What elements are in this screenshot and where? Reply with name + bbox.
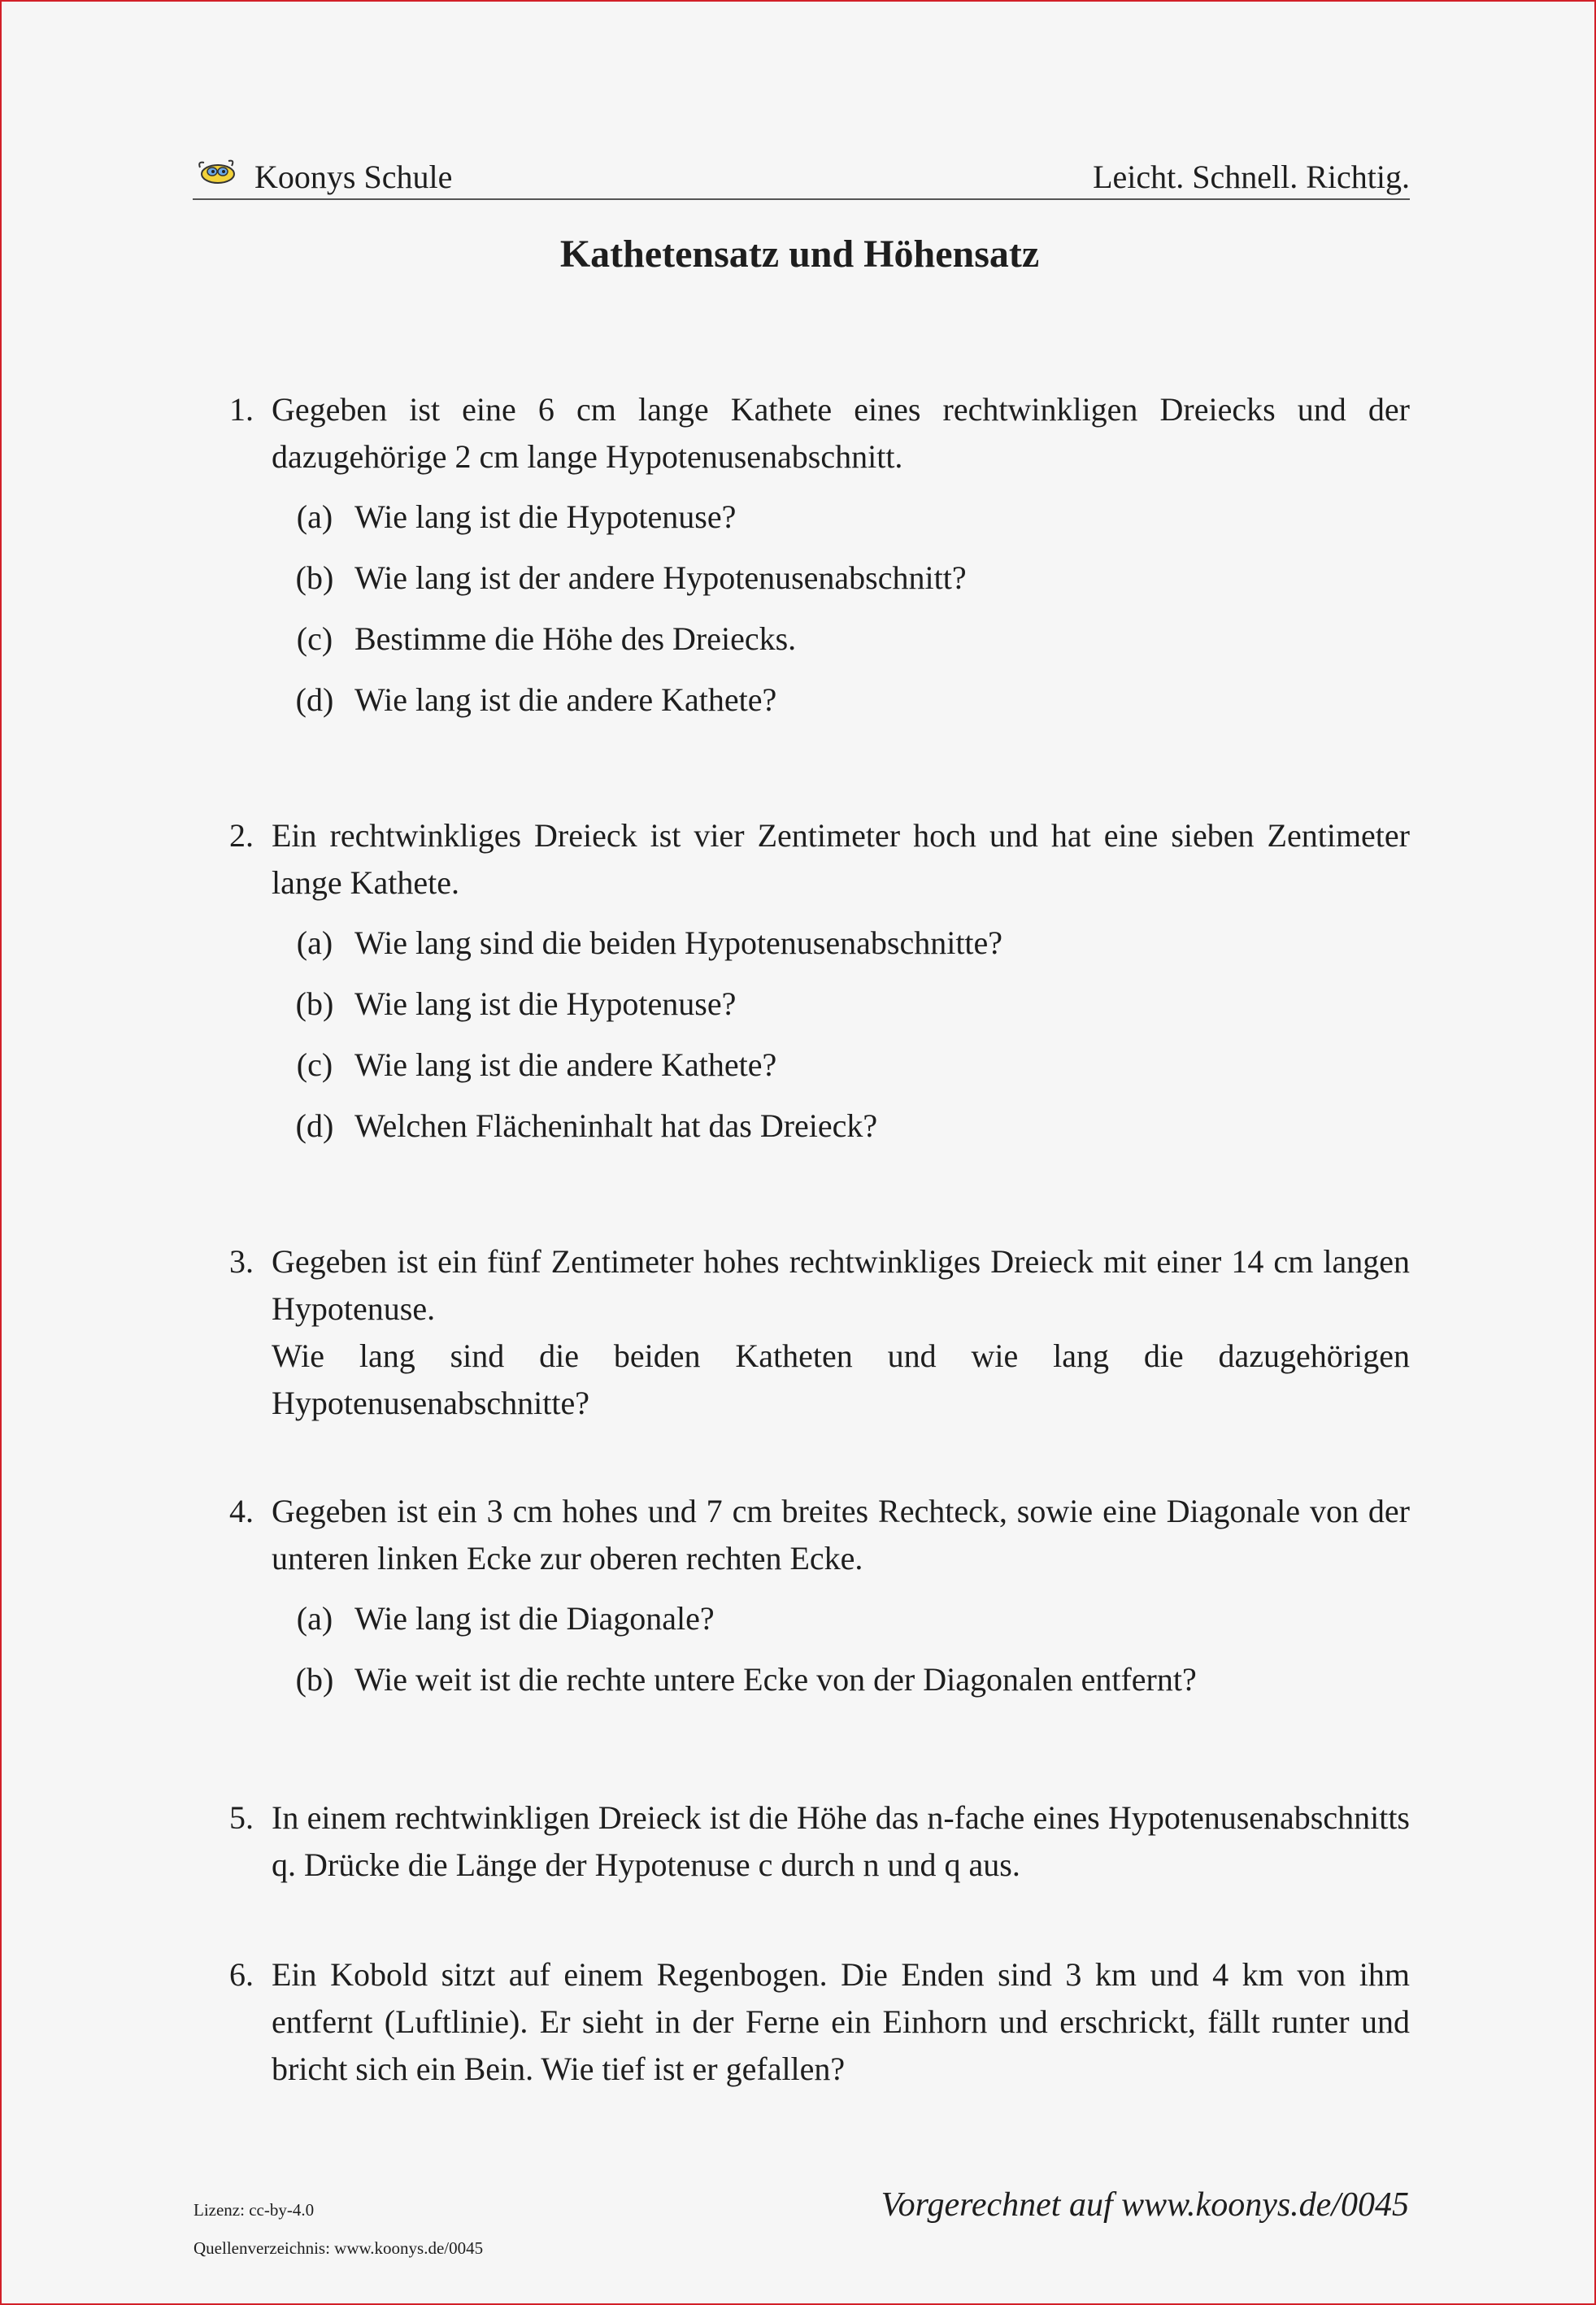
- problem-text: Gegeben ist ein 3 cm hohes und 7 cm breites Rechteck, sowie eine Diagonale von der unteren linken Ecke zur oberen rechten Ecke.: [272, 1493, 1410, 1577]
- problem-text: Gegeben ist eine 6 cm lange Kathete eines rechtwinkligen Dreiecks und der dazugehörige 2 cm lange Hypotenusenabschnitt.: [272, 391, 1410, 475]
- problem-2: [229, 812, 1410, 1163]
- sources-note: Quellenverzeichnis: www.koonys.de/0045: [194, 2238, 484, 2258]
- problem-number: 4.: [229, 1493, 254, 1529]
- subquestion: [286, 1102, 1410, 1163]
- subquestion-label: (c): [296, 1046, 333, 1083]
- worksheet-title: Kathetensatz und Höhensatz: [559, 233, 1040, 276]
- koonys-logo-icon: [196, 156, 237, 185]
- subquestion-text: Wie lang sind die beiden Hypotenusenabschnitte?: [354, 924, 1003, 961]
- problem-text: Ein Kobold sitzt auf einem Regenbogen. Die Enden sind 3 km und 4 km von ihm entfernt (Luftlinie). Er sieht in der Ferne ein Einhorn und erschrickt, fällt runter und bricht sich ein Bein. Wie tief ist er gefallen?: [272, 1956, 1410, 2087]
- subquestion: [286, 1595, 1410, 1656]
- subquestion-label: (d): [295, 1107, 334, 1144]
- problem-number: 6.: [229, 1956, 254, 1993]
- subquestion: [286, 676, 1410, 737]
- problem-number: 2.: [229, 817, 254, 854]
- problem-1: [229, 386, 1410, 737]
- subquestion-list: [229, 1595, 1410, 1717]
- subquestion-list: [229, 920, 1410, 1163]
- subquestion-label: (b): [295, 1661, 334, 1698]
- subquestion-text: Wie lang ist die andere Kathete?: [354, 681, 777, 718]
- problem-3: [229, 1238, 1410, 1427]
- subquestion: [286, 1656, 1410, 1717]
- subquestion: [286, 920, 1410, 981]
- problem-5: [229, 1794, 1410, 1889]
- subquestion-text: Wie weit ist die rechte untere Ecke von der Diagonalen entfernt?: [354, 1661, 1197, 1698]
- problem-number: 3.: [229, 1243, 254, 1280]
- subquestion: [286, 1042, 1410, 1102]
- subquestion-text: Wie lang ist die Hypotenuse?: [354, 985, 737, 1022]
- subquestion-label: (b): [295, 985, 334, 1022]
- subquestion-list: [229, 494, 1410, 737]
- brand-name: Koonys Schule: [254, 159, 453, 195]
- page-header: [193, 151, 1410, 200]
- problem-number: 5.: [229, 1799, 254, 1836]
- subquestion-label: (d): [295, 681, 334, 718]
- subquestion-label: (b): [295, 559, 334, 596]
- problem-text: In einem rechtwinkligen Dreieck ist die Höhe das n-fache eines Hypotenusenabschnitts q. Drücke die Länge der Hypotenuse c durch n und q aus.: [272, 1799, 1410, 1883]
- problem-text-continued: Wie lang sind die beiden Katheten und wie lang die dazugehörigen Hypotenusenabschnitte?: [272, 1337, 1410, 1421]
- subquestion: [286, 615, 1410, 676]
- subquestion-label: (c): [296, 620, 333, 657]
- subquestion-text: Bestimme die Höhe des Dreiecks.: [354, 620, 797, 657]
- problem-4: [229, 1488, 1410, 1717]
- problem-6: [229, 1951, 1410, 2093]
- subquestion-text: Welchen Flächeninhalt hat das Dreieck?: [354, 1107, 878, 1144]
- problem-text: Gegeben ist ein fünf Zentimeter hohes rechtwinkliges Dreieck mit einer 14 cm langen Hypotenuse.: [272, 1243, 1410, 1327]
- solution-link[interactable]: Vorgerechnet auf www.koonys.de/0045: [881, 2186, 1409, 2224]
- subquestion-label: (a): [296, 498, 333, 535]
- problem-text: Ein rechtwinkliges Dreieck ist vier Zentimeter hoch und hat eine sieben Zentimeter lange Kathete.: [272, 817, 1410, 901]
- problem-number: 1.: [229, 391, 254, 428]
- subquestion-text: Wie lang ist die andere Kathete?: [354, 1046, 777, 1083]
- subquestion: [286, 555, 1410, 615]
- subquestion: [286, 981, 1410, 1042]
- subquestion-text: Wie lang ist die Diagonale?: [354, 1600, 715, 1637]
- subquestion-label: (a): [296, 1600, 333, 1637]
- license-note: Lizenz: cc-by-4.0: [194, 2200, 315, 2220]
- subquestion-label: (a): [296, 924, 333, 961]
- slogan: Leicht. Schnell. Richtig.: [1093, 159, 1410, 195]
- subquestion-text: Wie lang ist die Hypotenuse?: [354, 498, 737, 535]
- subquestion: [286, 494, 1410, 555]
- subquestion-text: Wie lang ist der andere Hypotenusenabschnitt?: [354, 559, 967, 596]
